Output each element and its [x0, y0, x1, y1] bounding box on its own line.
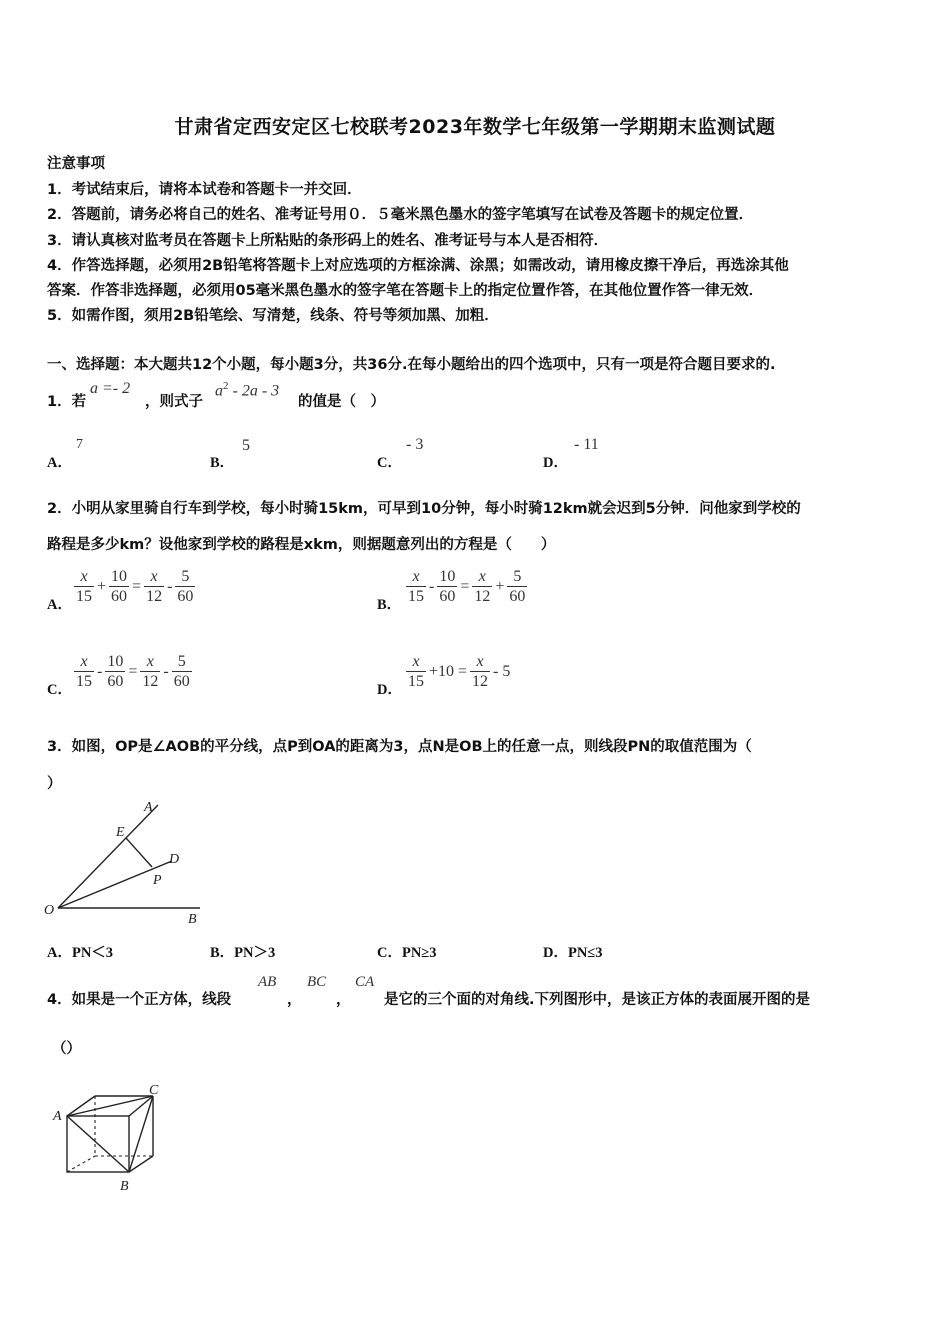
q1-option-d-value: - 11: [574, 436, 599, 453]
q1-option-b-value: 5: [242, 437, 250, 454]
fraction: $\frac{10}{60}$: [111, 568, 128, 605]
notice-item: 1．考试结束后，请将本试卷和答题卡一并交回．: [47, 182, 362, 198]
label-b: B: [188, 912, 197, 927]
q4-comma: ，: [287, 992, 302, 1008]
fraction: $\frac{x}{15}$: [76, 568, 92, 605]
section-heading: 一、选择题：本大题共12个小题，每小题3分，共36分.在每小题给出的四个选项中，只有一项是符合题目要求的.: [47, 357, 776, 373]
label-a: A: [144, 800, 153, 815]
label-p: P: [153, 873, 162, 888]
q1-option-b-label: B．: [210, 455, 235, 471]
label-c: C: [149, 1083, 159, 1098]
notice-item: 2．答题前，请务必将自己的姓名、准考证号用０．５毫米黑色墨水的签字笔填写在试卷及答题卡的规定位置．: [47, 207, 754, 223]
q4-segment-ab: AB: [258, 974, 277, 990]
q3-option-b: B．PN＞3: [210, 945, 276, 961]
q4-cube-figure: [45, 1078, 175, 1198]
q1-option-a-value: 7: [76, 437, 83, 452]
q2-option-b-label: B．: [377, 597, 402, 613]
notice-heading: 注意事项: [47, 156, 105, 172]
q1-suffix: 的值是（ ）: [298, 394, 385, 410]
fraction: $\frac{x}{15}$: [408, 653, 424, 690]
fraction: $\frac{5}{60}$: [509, 568, 526, 605]
fraction: $\frac{x}{15}$: [408, 568, 424, 605]
q3-option-c: C．PN≥3: [377, 945, 437, 961]
q4-prefix: 4．如果是一个正方体，线段: [47, 992, 232, 1008]
q3-option-d: D．PN≤3: [543, 945, 603, 961]
q1-middle: ，则式子: [145, 394, 203, 410]
fraction: $\frac{x}{15}$: [76, 653, 92, 690]
fraction: $\frac{x}{12}$: [142, 653, 159, 690]
q1-option-c-label: C．: [377, 455, 402, 471]
q3-angle-figure: [40, 795, 210, 930]
notice-item: 3．请认真核对监考员在答题卡上所粘贴的条形码上的姓名、准考证号与本人是否相符．: [47, 233, 609, 249]
fraction: $\frac{5}{60}$: [173, 653, 190, 690]
hidden-edge: [67, 1156, 95, 1172]
fraction: $\frac{x}{12}$: [474, 568, 491, 605]
q2-line1: 2．小明从家里骑自行车到学校，每小时骑15km，可早到10分钟，每小时骑12km就会迟到5分钟．问他家到学校的: [47, 501, 801, 517]
q2-option-c-label: C．: [47, 682, 72, 698]
q4-comma: ，: [336, 992, 351, 1008]
q3-option-a: A．PN＜3: [47, 945, 114, 961]
q3-line1: 3．如图，OP是∠AOB的平分线，点P到OA的距离为3，点N是OB上的任意一点，则线段PN的取值范围为（: [47, 739, 752, 755]
q1-expr-rest: - 2a - 3: [228, 382, 280, 400]
q4-segment-bc: BC: [307, 974, 327, 990]
fraction: $\frac{5}{60}$: [177, 568, 194, 605]
q1-expr-sup: 2: [223, 380, 229, 392]
perpendicular-pe: [126, 838, 152, 867]
label-b: B: [120, 1179, 129, 1194]
q2-option-b-equation: $\frac{x}{15}$ - $\frac{10}{60}$ = $\frac{x}{12}$ + $\frac{5}{60}$: [408, 568, 526, 605]
q1-option-a-label: A．: [47, 455, 72, 471]
diagonal-bc: [129, 1096, 153, 1172]
q4-suffix: 是它的三个面的对角线.下列图形中，是该正方体的表面展开图的是: [384, 992, 811, 1008]
q1-condition: a =- 2: [90, 380, 131, 397]
q1-expr-a: a: [215, 382, 223, 400]
q1-prefix: 1．若: [47, 394, 87, 410]
q4-answer-paren: （）: [52, 1041, 81, 1057]
diagonal-ab: [67, 1116, 129, 1172]
q1-expression: [215, 380, 279, 400]
fraction: $\frac{10}{60}$: [439, 568, 456, 605]
q1-option-d-label: D．: [543, 455, 568, 471]
page-title: 甘肃省定西安定区七校联考2023年数学七年级第一学期期末监测试题: [174, 116, 776, 138]
q3-line2: ）: [47, 776, 62, 792]
q2-line2: 路程是多少km？设他家到学校的路程是xkm，则据题意列出的方程是（ ）: [47, 537, 556, 553]
fraction: $\frac{10}{60}$: [107, 653, 124, 690]
label-a: A: [53, 1109, 62, 1124]
q2-option-c-equation: $\frac{x}{15}$ - $\frac{10}{60}$ = $\frac{x}{12}$ - $\frac{5}{60}$: [76, 653, 190, 690]
q1-option-c-value: - 3: [406, 436, 424, 453]
label-o: O: [44, 903, 55, 918]
q2-option-d-label: D．: [377, 682, 402, 698]
label-e: E: [116, 825, 125, 840]
label-d: D: [169, 852, 180, 867]
notice-item: 答案．作答非选择题，必须用05毫米黑色墨水的签字笔在答题卡上的指定位置作答，在其他位置作答一律无效．: [47, 283, 764, 299]
fraction: $\frac{x}{12}$: [472, 653, 489, 690]
q2-option-a-label: A．: [47, 597, 72, 613]
q2-option-a-equation: $\frac{x}{15}$ + $\frac{10}{60}$ = $\frac{x}{12}$ - $\frac{5}{60}$: [76, 568, 194, 605]
fraction: $\frac{x}{12}$: [146, 568, 163, 605]
q4-segment-ca: CA: [355, 974, 375, 990]
q2-option-d-equation: $\frac{x}{15}$ +10 = $\frac{x}{12}$ - 5: [408, 653, 511, 690]
notice-item: 5．如需作图，须用2B铅笔绘、写清楚，线条、符号等须加黑、加粗．: [47, 308, 499, 324]
notice-item: 4．作答选择题，必须用2B铅笔将答题卡上对应选项的方框涂满、涂黑；如需改动，请用橡皮擦干净后，再选涂其他: [47, 258, 789, 274]
